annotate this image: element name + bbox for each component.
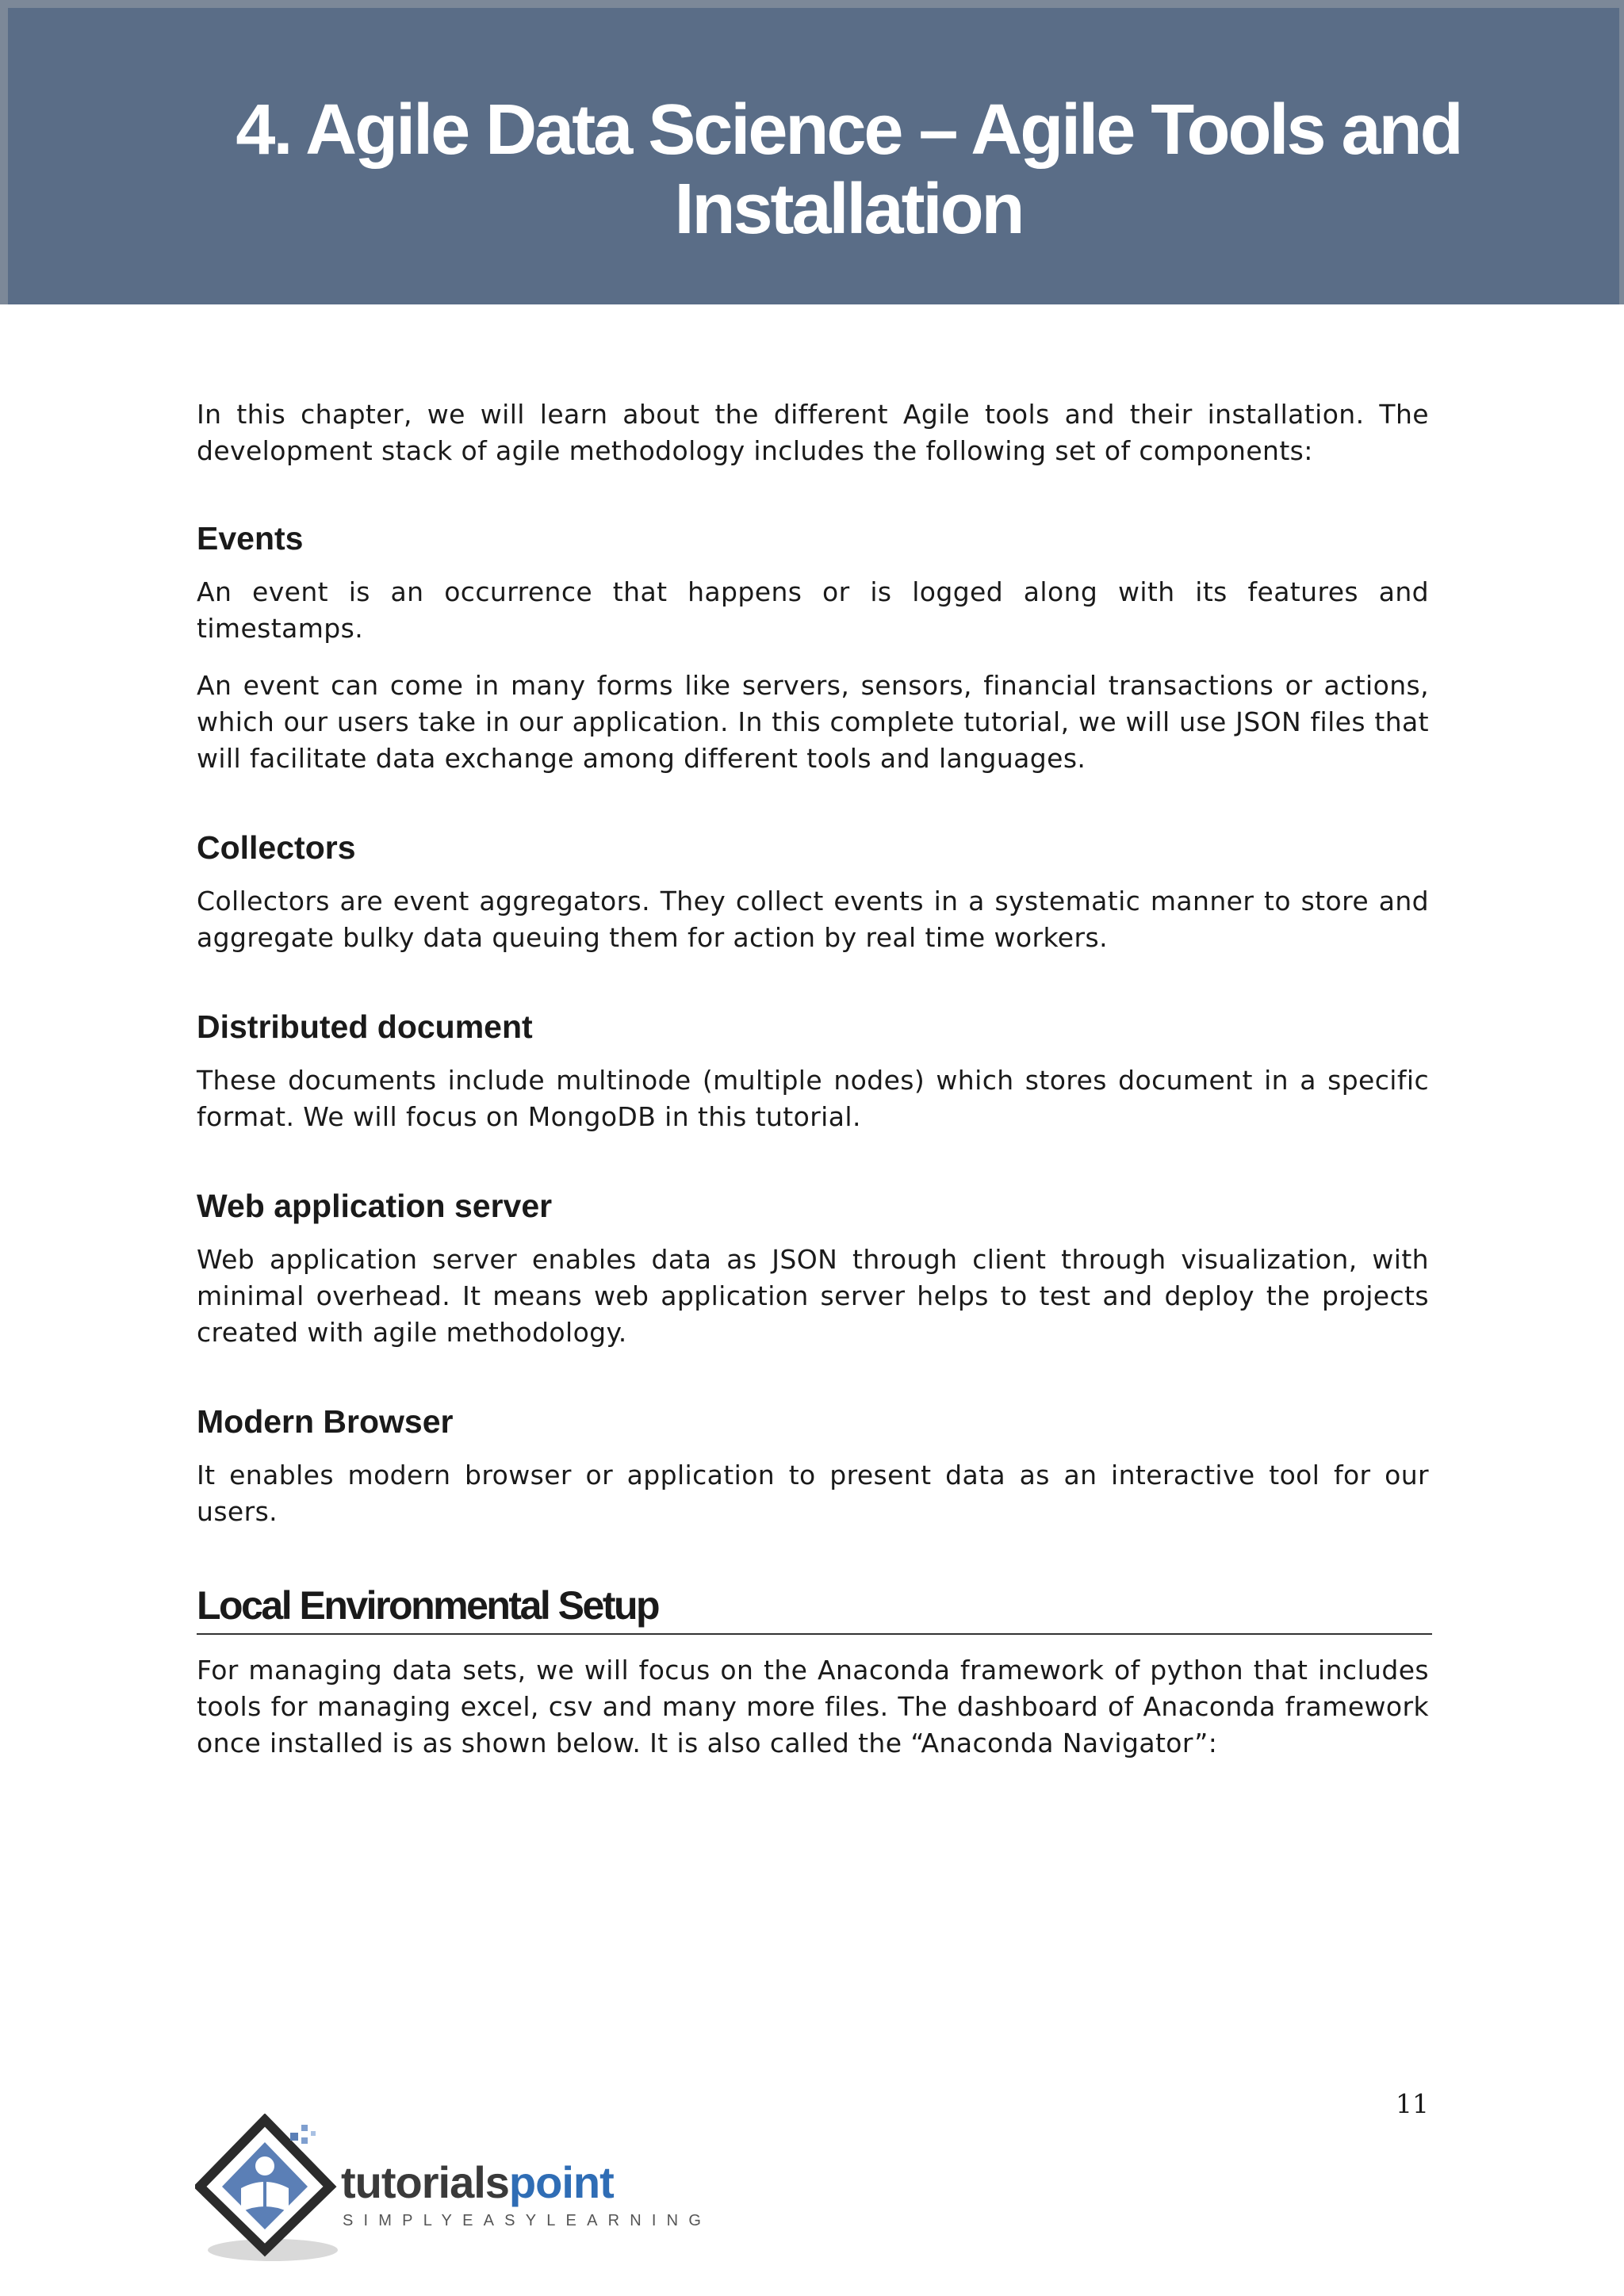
page-content: [197, 396, 1429, 1762]
logo-tagline: SIMPLYEASYLEARNING: [343, 2212, 712, 2229]
logo-word-point: point: [508, 2157, 614, 2207]
distributed-document-heading: Distributed document: [197, 1008, 533, 1045]
intro-paragraph: In this chapter, we will learn about the different Agile tools and their installation. The development stack of agile methodology includes the following set of components:: [197, 399, 1429, 466]
chapter-title-line-2: Installation: [674, 170, 1023, 249]
collectors-heading: Collectors: [197, 829, 356, 866]
collectors-paragraph: Collectors are event aggregators. They collect events in a systematic manner to store and aggregate bulky data queuing them for action by real time workers.: [197, 886, 1429, 953]
logo-wordmark: [341, 2158, 614, 2207]
events-paragraph-2: An event can come in many forms like servers, sensors, financial transactions or actions, which our users take in our application. In this complete tutorial, we will use JSON files that will facilitate data exchange among different tools and languages.: [197, 670, 1429, 774]
local-environmental-setup-paragraph: For managing data sets, we will focus on the Anaconda framework of python that includes tools for managing excel, csv and many more files. The dashboard of Anaconda framework once installed is as shown below. It is also called the “Anaconda Navigator”:: [197, 1655, 1429, 1758]
local-environmental-setup-heading: Local Environmental Setup: [197, 1579, 1432, 1635]
modern-browser-heading: Modern Browser: [197, 1403, 454, 1440]
web-application-server-paragraph: Web application server enables data as JSON through client through visualization, with minimal overhead. It means web application server helps to test and deploy the projects created with agile methodology.: [197, 1244, 1429, 1348]
logo-word-tutorials: tutorials: [341, 2157, 509, 2207]
tutorialspoint-logo: [195, 2114, 712, 2272]
distributed-document-paragraph: These documents include multinode (multiple nodes) which stores document in a specific format. We will focus on MongoDB in this tutorial.: [197, 1065, 1429, 1132]
tutorialspoint-logo-icon: [195, 2114, 354, 2272]
page-number: 11: [1396, 2088, 1429, 2119]
chapter-title-line-1: 4. Agile Data Science – Agile Tools and: [236, 90, 1461, 170]
chapter-title: [167, 90, 1530, 249]
events-paragraph-1: An event is an occurrence that happens or is logged along with its features and timestamps.: [197, 576, 1429, 644]
web-application-server-heading: Web application server: [197, 1188, 553, 1224]
chapter-title-banner: [0, 0, 1624, 304]
modern-browser-paragraph: It enables modern browser or application to present data as an interactive tool for our users.: [197, 1460, 1429, 1527]
events-heading: Events: [197, 520, 304, 557]
